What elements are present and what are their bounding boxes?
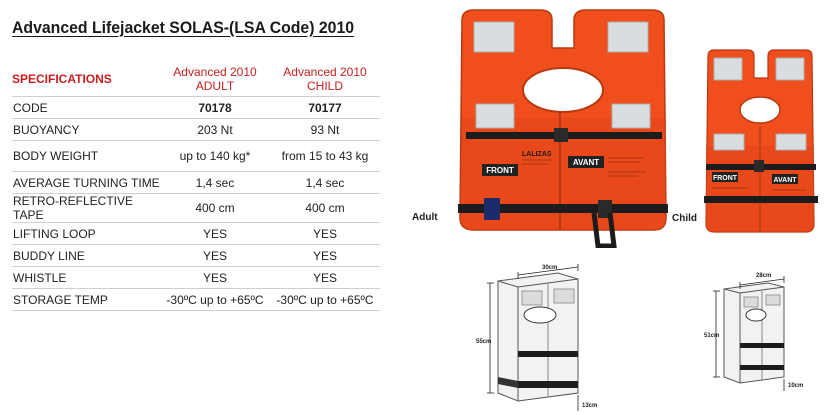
child-width-dimension: 28cm (756, 273, 772, 279)
child-value: from 15 to 43 kg (270, 141, 380, 172)
adult-width-dimension: 30cm (542, 265, 558, 271)
reflective-tape (714, 58, 742, 80)
child-header-line1: Advanced 2010 (283, 65, 367, 79)
adult-value: 203 Nt (160, 119, 270, 141)
reflective-tape (612, 104, 650, 128)
table-row (12, 119, 380, 141)
reflective-tape (714, 134, 744, 150)
row-label: BODY WEIGHT (12, 141, 160, 172)
child-front-label: FRONT (712, 175, 738, 182)
reflective-tape (476, 104, 514, 128)
table-row (12, 172, 380, 194)
child-value: 93 Nt (270, 119, 380, 141)
child-value: -30ºC up to +65ºC (270, 289, 380, 311)
row-label: BUOYANCY (12, 119, 160, 141)
adult-column-header (160, 62, 270, 97)
child-label: Child (672, 213, 697, 224)
adult-value: YES (160, 245, 270, 267)
table-row (12, 141, 380, 172)
adult-depth-dimension: 13cm (582, 403, 598, 409)
child-value: YES (270, 267, 380, 289)
adult-height-dimension: 55cm (476, 339, 492, 345)
row-label: AVERAGE TURNING TIME (12, 172, 160, 194)
table-row (12, 289, 380, 311)
page-title: Advanced Lifejacket SOLAS-(LSA Code) 2010 (12, 18, 355, 37)
table-row (12, 267, 380, 289)
adult-value: 70178 (160, 97, 270, 119)
adult-avant-label: AVANT (572, 158, 600, 167)
adult-value: 1,4 sec (160, 172, 270, 194)
child-waist-strap (704, 196, 818, 203)
adult-dimension-drawing (470, 255, 610, 415)
adult-neck-hole (523, 68, 603, 112)
child-neck-hole (740, 97, 780, 123)
child-value: 1,4 sec (270, 172, 380, 194)
adult-header-line2: ADULT (195, 79, 235, 93)
adult-value: YES (160, 223, 270, 245)
child-lifejacket-photo (702, 48, 820, 236)
row-label: WHISTLE (12, 267, 160, 289)
adult-front-label: FRONT (486, 166, 514, 175)
adult-header-line1: Advanced 2010 (173, 65, 257, 79)
adult-value: -30ºC up to +65ºC (160, 289, 270, 311)
child-depth-dimension: 10cm (788, 383, 804, 389)
reflective-tape (776, 58, 804, 80)
adult-lifejacket-photo (448, 8, 678, 248)
reflective-tape (474, 22, 514, 52)
child-height-dimension: 51cm (704, 333, 720, 339)
row-label: STORAGE TEMP (12, 289, 160, 311)
adult-drawing-strap (518, 381, 578, 388)
row-label: RETRO-REFLECTIVE TAPE (12, 194, 160, 223)
child-avant-label: AVANT (773, 177, 797, 184)
reflective-tape (776, 134, 806, 150)
specifications-table (12, 62, 380, 311)
reflective-tape (608, 22, 648, 52)
child-column-header (270, 62, 380, 97)
adult-drawing-strap (518, 351, 578, 357)
child-drawing-strap (740, 343, 784, 348)
child-header-line2: CHILD (306, 79, 343, 93)
table-row (12, 97, 380, 119)
table-row (12, 194, 380, 223)
specifications-heading: SPECIFICATIONS (12, 72, 112, 86)
table-row (12, 223, 380, 245)
table-header-row (12, 62, 380, 97)
adult-value: 400 cm (160, 194, 270, 223)
child-value: YES (270, 245, 380, 267)
child-value: 400 cm (270, 194, 380, 223)
adult-value: YES (160, 267, 270, 289)
row-label: LIFTING LOOP (12, 223, 160, 245)
child-drawing-strap (740, 365, 784, 370)
table-row (12, 245, 380, 267)
adult-label: Adult (412, 212, 438, 223)
child-value: 70177 (270, 97, 380, 119)
child-value: YES (270, 223, 380, 245)
row-label: BUDDY LINE (12, 245, 160, 267)
adult-lalizas-label: LALIZAS (522, 151, 552, 158)
row-label: CODE (12, 97, 160, 119)
child-dimension-drawing (700, 265, 810, 405)
adult-value: up to 140 kg* (160, 141, 270, 172)
